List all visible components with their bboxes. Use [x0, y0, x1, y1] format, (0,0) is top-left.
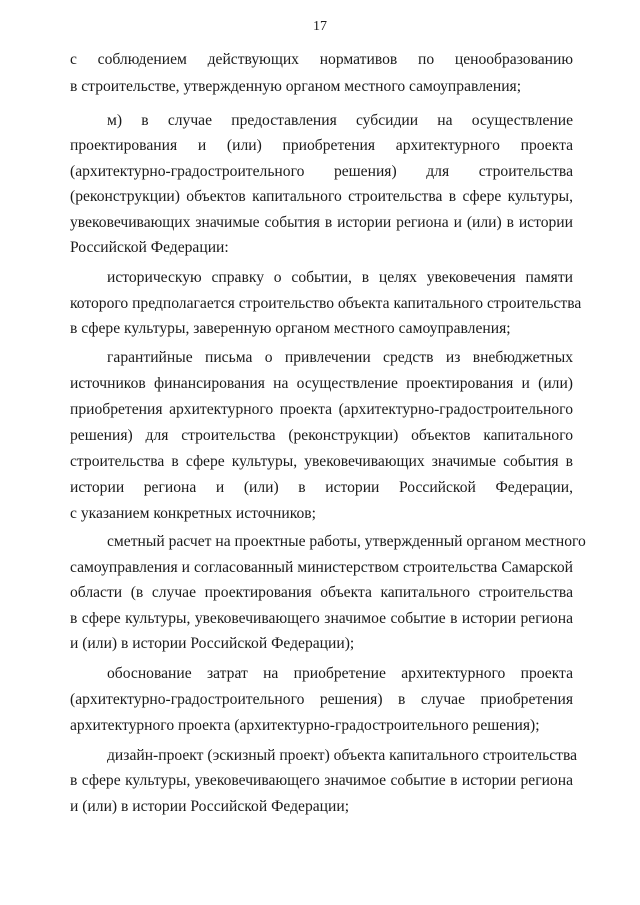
text-line: области (в случае проектирования объекта капитального строительства	[70, 584, 573, 601]
text-line: историческую справку о событии, в целях увековечения памяти	[107, 269, 573, 286]
text-line: и (или) в истории Российской Федерации;	[70, 798, 350, 815]
text-line: архитектурного проекта (архитектурно-градостроительного решения);	[70, 717, 540, 734]
text-line: сметный расчет на проектные работы, утвержденный органом местного	[107, 533, 586, 550]
text-line: в сфере культуры, увековечивающего значимое событие в истории региона	[70, 610, 573, 627]
text-line: (архитектурно-градостроительного решения) для строительства	[70, 163, 573, 180]
text-line: дизайн-проект (эскизный проект) объекта капитального строительства	[107, 747, 578, 764]
text-line: (архитектурно-градостроительного решения) в случае приобретения	[70, 691, 573, 708]
text-line: гарантийные письма о привлечении средств из внебюджетных	[107, 349, 573, 366]
text-line: проектирования и (или) приобретения архитектурного проекта	[70, 137, 573, 154]
text-line: обоснование затрат на приобретение архитектурного проекта	[107, 665, 573, 682]
text-line: которого предполагается строительство объекта капитального строительства	[70, 295, 582, 312]
text-line: приобретения архитектурного проекта (архитектурно-градостроительного	[70, 401, 573, 418]
text-line: с соблюдением действующих нормативов по ценообразованию	[70, 51, 573, 68]
text-line: (реконструкции) объектов капитального строительства в сфере культуры,	[70, 188, 573, 205]
text-line: источников финансирования на осуществление проектирования и (или)	[70, 375, 573, 392]
text-line: и (или) в истории Российской Федерации);	[70, 635, 355, 652]
text-line: Российской Федерации:	[70, 239, 229, 256]
text-line: в строительстве, утвержденную органом местного самоуправления;	[70, 78, 522, 95]
text-line: самоуправления и согласованный министерством строительства Самарской	[70, 559, 573, 576]
text-line: м) в случае предоставления субсидии на осуществление	[107, 112, 573, 129]
text-line: строительства в сфере культуры, увековечивающих значимые события в	[70, 453, 573, 470]
text-line: решения) для строительства (реконструкции) объектов капитального	[70, 427, 573, 444]
text-line: в сфере культуры, увековечивающего значимое событие в истории региона	[70, 772, 573, 789]
text-line: истории региона и (или) в истории Российской Федерации,	[70, 479, 573, 496]
page-number: 17	[313, 19, 327, 34]
text-line: в сфере культуры, заверенную органом местного самоуправления;	[70, 320, 511, 337]
text-line: увековечивающих значимые события в истории региона и (или) в истории	[70, 214, 573, 231]
text-line: с указанием конкретных источников;	[70, 505, 316, 522]
